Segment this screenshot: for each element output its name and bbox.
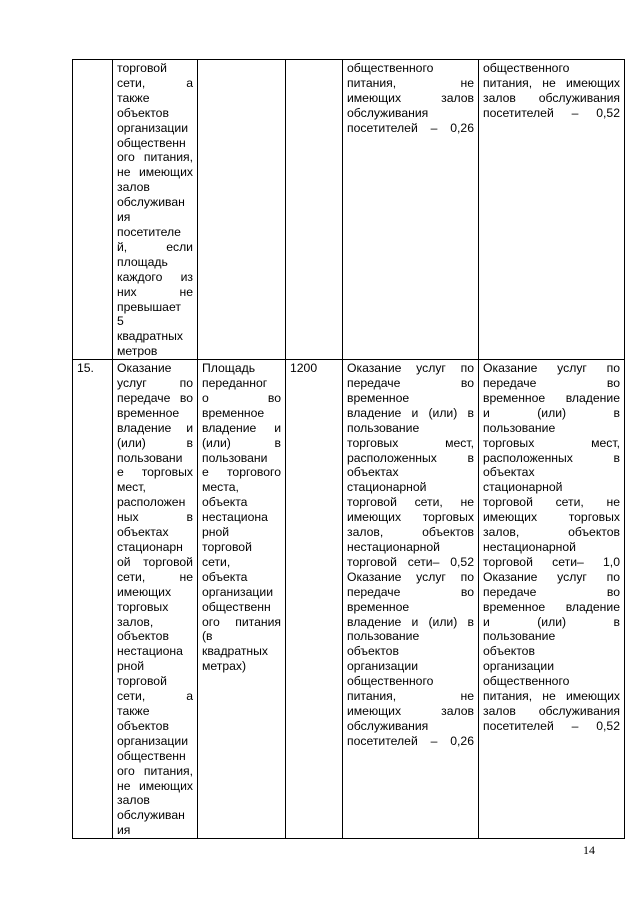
cell-line: площадь — [117, 254, 168, 269]
cell-line: объектов — [117, 629, 169, 644]
base-value-cell: 1200 — [286, 360, 343, 839]
cell-line: ого питания, — [117, 763, 193, 778]
cell-line: объектов — [117, 105, 169, 120]
cell-line: питания, не — [347, 75, 474, 90]
cell-line: пользовани — [117, 450, 183, 465]
cell-line: имеющих торговых — [347, 510, 474, 525]
cell-line: объектов — [347, 644, 399, 659]
cell-line: торговой сети, не — [347, 495, 474, 510]
cell-line: посетителе — [117, 224, 181, 239]
coefficient-cell-2 — [479, 60, 625, 360]
cell-line: временное — [347, 599, 410, 614]
cell-line: посетителей – 0,26 — [347, 120, 474, 135]
cell-line: и (или) в — [483, 614, 620, 629]
cell-line: пользование — [347, 420, 420, 435]
cell-line: ных в — [117, 510, 193, 525]
cell-line: временное — [202, 405, 265, 420]
cell-line: временное — [117, 405, 180, 420]
cell-line: нестационарной — [483, 540, 576, 554]
cell-line: имеющих — [117, 584, 172, 599]
cell-line: объектах — [483, 465, 535, 480]
cell-line: квадратных — [117, 329, 184, 344]
table-row — [73, 360, 625, 839]
cell-line: 5 — [117, 314, 124, 329]
cell-line: услуг по — [117, 376, 193, 391]
cell-line: также — [117, 90, 150, 105]
cell-line: пользование — [483, 629, 556, 644]
coefficient-cell-2 — [479, 360, 625, 839]
cell-line: нестациона — [202, 510, 268, 525]
cell-line: рной — [202, 525, 230, 540]
cell-line: нестационарной — [347, 540, 440, 554]
cell-line: владение и — [117, 420, 193, 435]
cell-line: стационарной — [347, 480, 427, 495]
cell-line: сети, а — [117, 689, 193, 704]
cell-line: обслуживания — [347, 718, 429, 733]
cell-line: пользование — [347, 629, 420, 644]
cell-line: ия — [117, 210, 131, 225]
cell-line: передаче во — [117, 390, 193, 405]
cell-line: объекта — [202, 495, 248, 510]
cell-line: Оказание услуг по — [483, 361, 620, 376]
cell-line: каждого из — [117, 269, 193, 284]
cell-line: организации — [483, 659, 555, 674]
cell-line: общественного — [483, 674, 570, 689]
cell-line: (или) в — [202, 435, 281, 450]
cell-line: метров — [117, 344, 158, 359]
cell-line: торговой — [117, 61, 167, 75]
cell-line: (в — [202, 629, 213, 644]
activity-name-cell — [113, 60, 198, 360]
cell-line: общественн — [117, 748, 186, 763]
cell-line: объекта — [202, 569, 248, 584]
cell-line: временное владение — [483, 390, 620, 405]
coefficient-cell-1 — [343, 360, 479, 839]
cell-line: владение и (или) в — [347, 405, 474, 420]
cell-line: не имеющих — [117, 778, 193, 793]
cell-line: квадратных — [202, 644, 269, 659]
cell-line: торговых мест, — [347, 435, 474, 450]
row-number-cell — [73, 60, 113, 360]
cell-line: передаче во — [483, 584, 620, 599]
cell-line: ого питания, — [117, 150, 193, 165]
cell-line: обслуживан — [117, 195, 185, 210]
activity-name-cell — [113, 360, 198, 839]
cell-line: места, — [202, 480, 239, 495]
cell-line: торговой сети– 1,0 — [483, 554, 620, 569]
cell-line: объектах — [347, 465, 399, 480]
cell-line: торговой — [202, 540, 252, 554]
cell-line: залов — [117, 180, 150, 195]
cell-line: временное — [347, 390, 410, 405]
cell-line: пользовани — [202, 450, 268, 465]
cell-line: ой торговой — [117, 554, 193, 569]
cell-line: них не — [117, 284, 193, 299]
cell-line: расположен — [117, 495, 186, 510]
cell-line: организации — [347, 659, 419, 674]
cell-line: метрах) — [202, 659, 247, 674]
cell-line: обслуживания — [347, 105, 429, 120]
cell-line: о во — [202, 390, 281, 405]
indicator-cell — [198, 360, 286, 839]
cell-line: передаче во — [483, 376, 620, 391]
cell-line: объектов — [483, 644, 535, 659]
cell-line: Оказание услуг по — [347, 569, 474, 584]
cell-line: Оказание услуг по — [347, 361, 474, 376]
table-row — [73, 60, 625, 360]
cell-line: обслуживан — [117, 808, 185, 823]
cell-line: имеющих торговых — [483, 510, 620, 525]
base-value-cell — [286, 60, 343, 360]
cell-line: торговой сети– 0,52 — [347, 554, 474, 569]
cell-line: превышает — [117, 299, 181, 314]
coefficient-cell-1 — [343, 60, 479, 360]
cell-line: й, если — [117, 239, 193, 254]
cell-line: залов, — [117, 614, 154, 629]
cell-line: организации — [117, 120, 189, 135]
cell-line: рной — [117, 659, 145, 674]
cell-line: временное владение — [483, 599, 620, 614]
cell-line: сети, — [202, 554, 231, 569]
cell-line: посетителей – 0,52 — [483, 105, 620, 120]
cell-line: общественного — [347, 674, 434, 689]
cell-line: переданног — [202, 376, 268, 391]
cell-line: питания, не имеющих — [483, 75, 620, 90]
cell-line: имеющих залов — [347, 703, 474, 718]
cell-line: не имеющих — [117, 165, 193, 180]
cell-line: торговых — [117, 599, 169, 614]
cell-line: общественн — [117, 135, 186, 150]
cell-line: стационарн — [117, 540, 183, 554]
cell-line: е торгового — [202, 465, 281, 480]
cell-line: Площадь — [202, 361, 256, 376]
cell-line: общественного — [483, 61, 570, 75]
cell-line: передаче во — [347, 584, 474, 599]
cell-line: пользование — [483, 420, 556, 435]
cell-line: Оказание услуг по — [483, 569, 620, 584]
cell-line: стационарной — [483, 480, 563, 495]
cell-line: передаче во — [347, 376, 474, 391]
cell-line: залов, объектов — [347, 525, 474, 540]
tariff-table — [72, 59, 625, 839]
cell-line: торговых мест, — [483, 435, 620, 450]
cell-line: объектов — [117, 718, 169, 733]
cell-line: е торговых — [117, 465, 193, 480]
cell-line: общественн — [202, 599, 271, 614]
cell-line: ия — [117, 823, 131, 838]
cell-line: залов обслуживания — [483, 90, 620, 105]
cell-line: владение и (или) в — [347, 614, 474, 629]
cell-line: расположенных в — [347, 450, 474, 465]
cell-line: посетителей – 0,26 — [347, 733, 474, 748]
cell-line: имеющих залов — [347, 90, 474, 105]
cell-line: владение и — [202, 420, 281, 435]
cell-line: (или) в — [117, 435, 193, 450]
cell-line: расположенных в — [483, 450, 620, 465]
cell-line: ого питания — [202, 614, 281, 629]
cell-line: Оказание — [117, 361, 172, 376]
cell-line: посетителей – 0,52 — [483, 718, 620, 733]
cell-line: сети, а — [117, 75, 193, 90]
cell-line: торговой — [117, 674, 167, 689]
cell-line: питания, не — [347, 689, 474, 704]
cell-line: организации — [117, 733, 189, 748]
cell-line: сети, не — [117, 569, 193, 584]
cell-line: нестациона — [117, 644, 183, 659]
cell-line: залов обслуживания — [483, 703, 620, 718]
cell-line: залов, объектов — [483, 525, 620, 540]
cell-line: мест, — [117, 480, 146, 495]
cell-line: залов — [117, 793, 150, 808]
cell-line: также — [117, 703, 150, 718]
cell-line: общественного — [347, 61, 434, 75]
page-number: 14 — [583, 843, 595, 857]
cell-line: организации — [202, 584, 274, 599]
cell-line: питания, не имеющих — [483, 689, 620, 704]
cell-line: и (или) в — [483, 405, 620, 420]
cell-line: торговой сети, не — [483, 495, 620, 510]
cell-line: объектах — [117, 525, 169, 540]
row-number-cell: 15. — [73, 360, 113, 839]
indicator-cell — [198, 60, 286, 360]
